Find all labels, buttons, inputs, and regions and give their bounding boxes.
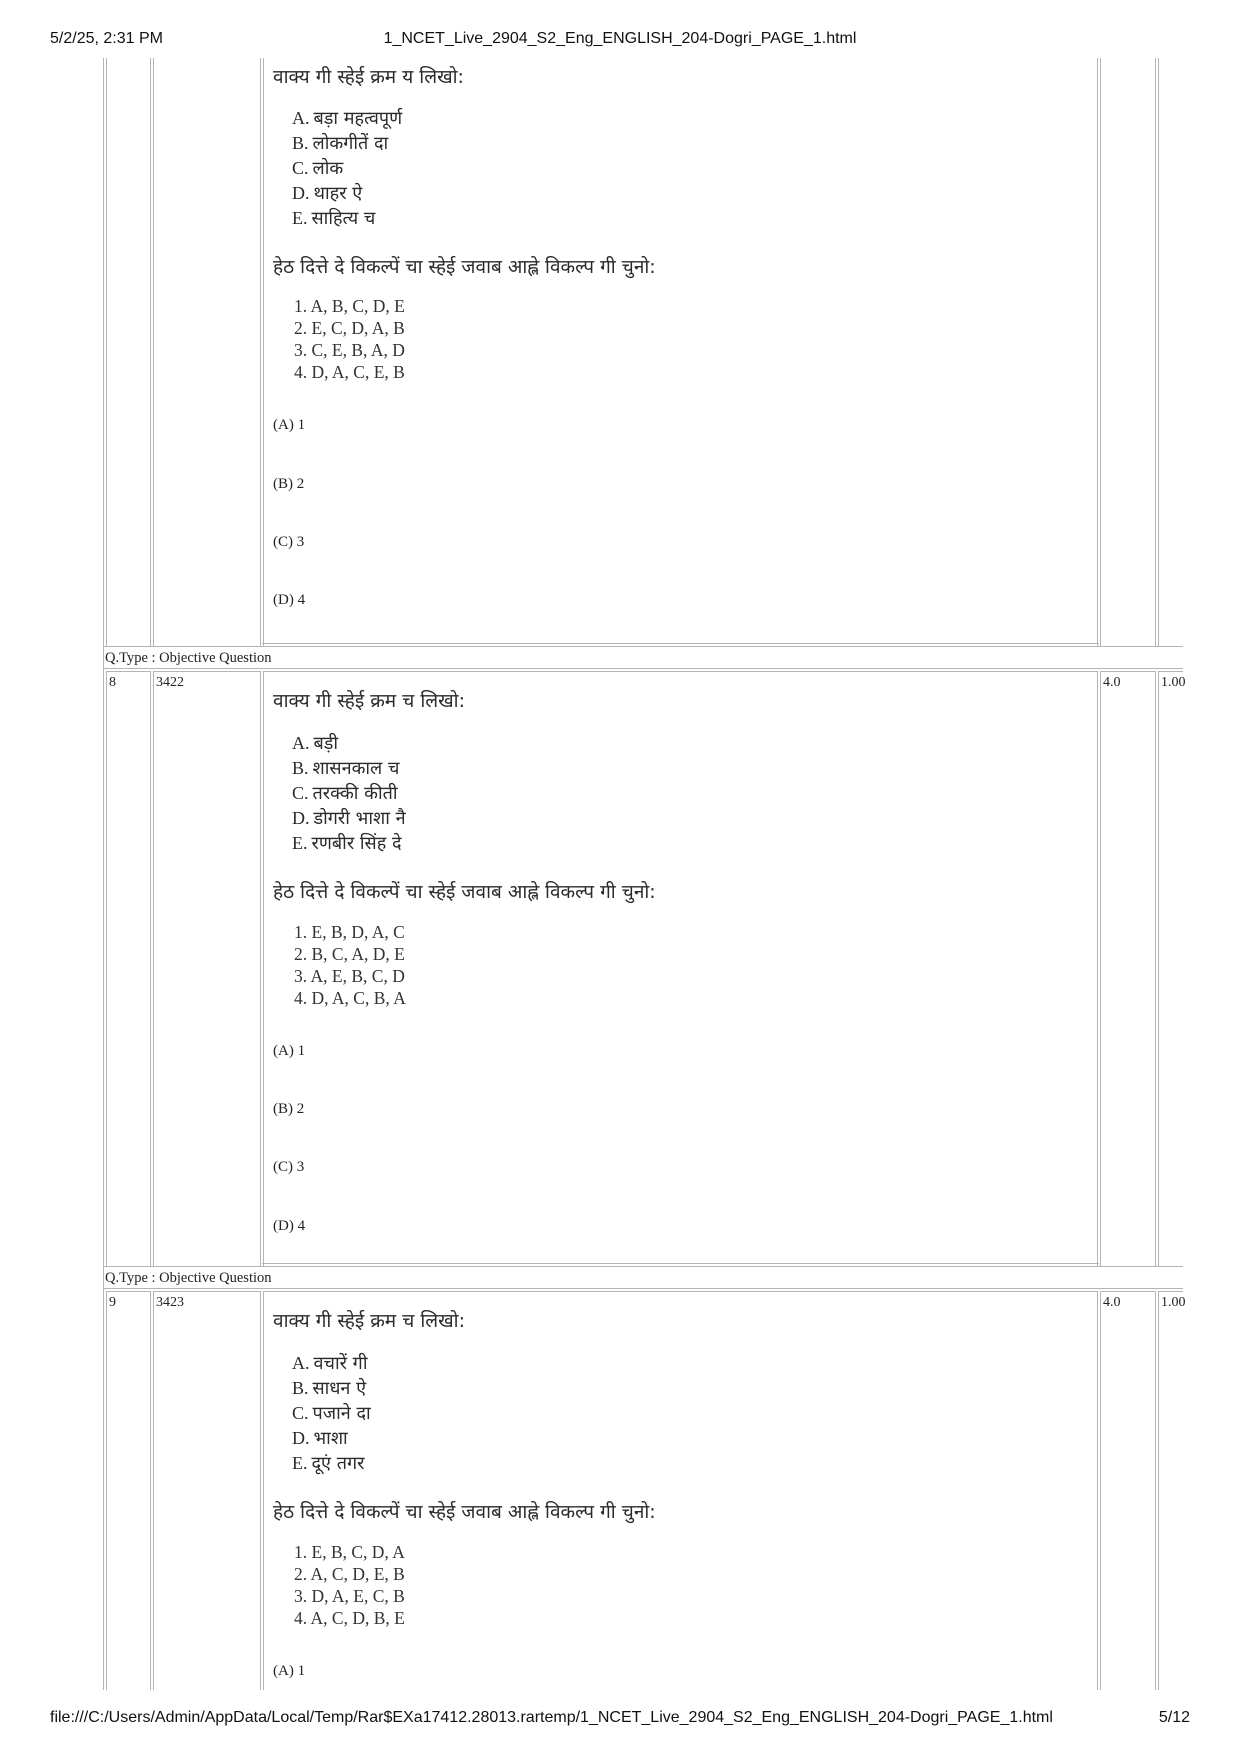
item-text: शासनकाल च bbox=[312, 758, 400, 779]
table-border bbox=[103, 668, 1183, 669]
question-type-label: Q.Type : Objective Question bbox=[105, 650, 272, 666]
table-border bbox=[106, 1291, 107, 1690]
table-border bbox=[153, 1291, 261, 1292]
table-border bbox=[1158, 671, 1159, 1266]
order-option: 3. D, A, E, C, B bbox=[294, 1586, 405, 1606]
item-letter: D. bbox=[292, 808, 310, 828]
table-border bbox=[103, 646, 1183, 647]
table-border bbox=[150, 671, 151, 1266]
list-item bbox=[292, 1376, 366, 1400]
table-border bbox=[153, 1291, 154, 1690]
list-item bbox=[292, 731, 338, 755]
table-border bbox=[153, 58, 154, 646]
order-option: 3. A, E, B, C, D bbox=[294, 966, 405, 986]
list-item bbox=[292, 781, 398, 805]
list-item bbox=[292, 181, 362, 205]
item-text: रणबीर सिंह दे bbox=[311, 833, 402, 854]
item-letter: E. bbox=[292, 208, 308, 228]
table-border bbox=[150, 58, 151, 646]
table-border bbox=[103, 1288, 104, 1690]
table-border bbox=[260, 671, 261, 1266]
table-border bbox=[1100, 671, 1101, 1266]
list-item bbox=[292, 206, 375, 230]
table-border bbox=[106, 671, 151, 672]
print-file-path: file:///C:/Users/Admin/AppData/Local/Temp/Rar$EXa17412.28013.rartemp/1_NCET_Live_2904_S2_Eng_ENGLISH_204-Dogri_PAGE_1.html bbox=[50, 1709, 1053, 1726]
question-id: 3422 bbox=[156, 675, 184, 690]
order-option: 4. D, A, C, B, A bbox=[294, 988, 406, 1008]
table-border bbox=[1158, 58, 1159, 646]
question-marks: 4.0 bbox=[1103, 675, 1121, 690]
answer-option[interactable]: (A) 1 bbox=[273, 1043, 306, 1059]
item-letter: E. bbox=[292, 833, 308, 853]
table-border bbox=[262, 643, 1099, 644]
order-option: 1. A, B, C, D, E bbox=[294, 296, 405, 316]
item-text: साधन ऐ bbox=[312, 1378, 367, 1399]
table-border bbox=[263, 1291, 264, 1690]
item-letter: C. bbox=[292, 783, 309, 803]
question-type-label: Q.Type : Objective Question bbox=[105, 1270, 272, 1286]
table-border bbox=[103, 668, 104, 1266]
question-stem: वाक्य गी स्हेई क्रम च लिखो: bbox=[273, 1310, 465, 1332]
table-border bbox=[1097, 671, 1098, 1266]
item-letter: A. bbox=[292, 108, 310, 128]
table-border bbox=[106, 58, 107, 646]
question-instruction: हेठ दित्ते दे विकल्पें चा स्हेई जवाब आह्ले विकल्प गी चुनो: bbox=[273, 256, 656, 278]
item-letter: E. bbox=[292, 1453, 308, 1473]
item-text: दूएं तगर bbox=[311, 1453, 365, 1474]
order-option: 4. A, C, D, B, E bbox=[294, 1608, 405, 1628]
table-border bbox=[150, 1291, 151, 1690]
table-border bbox=[103, 1266, 1183, 1267]
table-border bbox=[263, 671, 264, 1266]
question-marks: 4.0 bbox=[1103, 1295, 1121, 1310]
list-item bbox=[292, 831, 402, 855]
table-border bbox=[1100, 1291, 1101, 1690]
answer-option[interactable]: (D) 4 bbox=[273, 592, 306, 608]
table-border bbox=[263, 1291, 1098, 1292]
table-border bbox=[1100, 671, 1156, 672]
question-negative-marks: 1.00 bbox=[1161, 675, 1186, 690]
print-document-title: 1_NCET_Live_2904_S2_Eng_ENGLISH_204-Dogri_PAGE_1.html bbox=[383, 30, 857, 47]
table-border bbox=[103, 58, 104, 646]
item-text: लोकगीतें दा bbox=[312, 133, 389, 154]
item-letter: B. bbox=[292, 133, 309, 153]
table-border bbox=[1155, 1291, 1156, 1690]
item-text: थाहर ऐ bbox=[313, 183, 363, 204]
order-option: 1. E, B, C, D, A bbox=[294, 1542, 405, 1562]
print-header bbox=[0, 30, 1240, 52]
item-text: लोक bbox=[312, 158, 344, 179]
item-letter: C. bbox=[292, 158, 309, 178]
item-text: बड़ा महत्वपूर्ण bbox=[313, 108, 403, 129]
question-negative-marks: 1.00 bbox=[1161, 1295, 1186, 1310]
table-border bbox=[262, 1263, 1099, 1264]
answer-option[interactable]: (A) 1 bbox=[273, 417, 306, 433]
question-number: 9 bbox=[109, 1295, 116, 1310]
item-letter: A. bbox=[292, 733, 310, 753]
table-border bbox=[1155, 671, 1156, 1266]
table-border bbox=[1158, 1291, 1183, 1292]
item-letter: B. bbox=[292, 1378, 309, 1398]
table-border bbox=[1100, 1291, 1156, 1292]
item-text: साहित्य च bbox=[311, 208, 376, 229]
item-letter: D. bbox=[292, 1428, 310, 1448]
answer-option[interactable]: (C) 3 bbox=[273, 1159, 305, 1175]
item-letter: B. bbox=[292, 758, 309, 778]
answer-option[interactable]: (A) 1 bbox=[273, 1663, 306, 1679]
order-option: 1. E, B, D, A, C bbox=[294, 922, 405, 942]
item-text: वचारें गी bbox=[313, 1353, 368, 1374]
table-border bbox=[260, 1291, 261, 1690]
table-border bbox=[103, 646, 104, 670]
table-border bbox=[103, 1266, 104, 1290]
table-border bbox=[103, 1288, 1183, 1289]
table-border bbox=[153, 671, 261, 672]
table-border bbox=[263, 671, 1098, 672]
table-border bbox=[1097, 58, 1098, 646]
answer-option[interactable]: (C) 3 bbox=[273, 534, 305, 550]
item-text: तरक्की कीती bbox=[312, 783, 398, 804]
table-border bbox=[1155, 58, 1156, 646]
print-datetime: 5/2/25, 2:31 PM bbox=[50, 30, 163, 47]
question-id: 3423 bbox=[156, 1295, 184, 1310]
list-item bbox=[292, 1426, 348, 1450]
question-instruction: हेठ दित्ते दे विकल्पें चा स्हेई जवाब आह्ले विकल्प गी चुनो: bbox=[273, 881, 656, 903]
order-option: 2. E, C, D, A, B bbox=[294, 318, 405, 338]
table-border bbox=[106, 671, 107, 1266]
item-letter: A. bbox=[292, 1353, 310, 1373]
question-number: 8 bbox=[109, 675, 116, 690]
item-letter: D. bbox=[292, 183, 310, 203]
answer-option[interactable]: (B) 2 bbox=[273, 1101, 305, 1117]
answer-option[interactable]: (D) 4 bbox=[273, 1218, 306, 1234]
print-page-number: 5/12 bbox=[1158, 1709, 1190, 1726]
answer-option[interactable]: (B) 2 bbox=[273, 476, 305, 492]
item-text: डोगरी भाशा नै bbox=[313, 808, 406, 829]
order-option: 3. C, E, B, A, D bbox=[294, 340, 405, 360]
item-text: भाशा bbox=[313, 1428, 348, 1449]
list-item bbox=[292, 806, 406, 830]
question-stem: वाक्य गी स्हेई क्रम य लिखो: bbox=[273, 66, 464, 88]
table-border bbox=[263, 58, 264, 646]
list-item bbox=[292, 756, 399, 780]
list-item bbox=[292, 1401, 371, 1425]
list-item bbox=[292, 106, 402, 130]
order-option: 2. B, C, A, D, E bbox=[294, 944, 405, 964]
table-border bbox=[1158, 1291, 1159, 1690]
list-item bbox=[292, 1351, 367, 1375]
table-border bbox=[1100, 58, 1101, 646]
list-item bbox=[292, 131, 388, 155]
print-footer bbox=[0, 1709, 1240, 1731]
question-stem: वाक्य गी स्हेई क्रम च लिखो: bbox=[273, 690, 465, 712]
list-item bbox=[292, 156, 343, 180]
item-text: पजाने दा bbox=[312, 1403, 371, 1424]
table-border bbox=[1097, 1291, 1098, 1690]
table-border bbox=[153, 671, 154, 1266]
table-border bbox=[106, 1291, 151, 1292]
question-instruction: हेठ दित्ते दे विकल्पें चा स्हेई जवाब आह्ले विकल्प गी चुनो: bbox=[273, 1501, 656, 1523]
table-border bbox=[260, 58, 261, 646]
item-letter: C. bbox=[292, 1403, 309, 1423]
table-border bbox=[1158, 671, 1183, 672]
item-text: बड़ी bbox=[313, 733, 339, 754]
list-item bbox=[292, 1451, 365, 1475]
order-option: 2. A, C, D, E, B bbox=[294, 1564, 405, 1584]
order-option: 4. D, A, C, E, B bbox=[294, 362, 405, 382]
